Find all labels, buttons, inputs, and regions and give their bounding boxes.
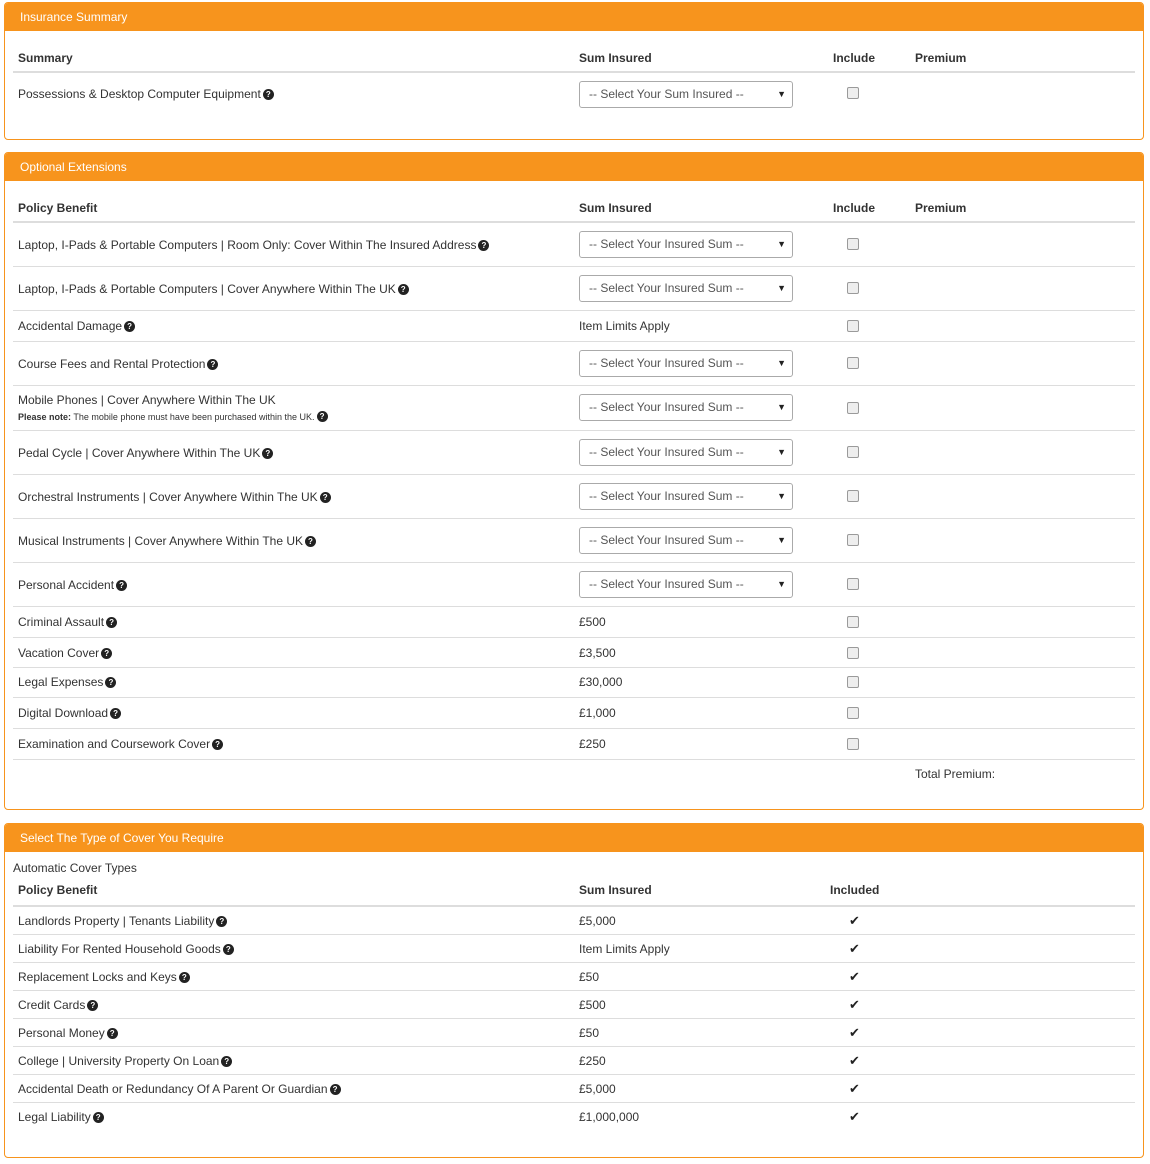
cover-types-subtitle: Automatic Cover Types: [13, 861, 137, 875]
total-premium-label: Total Premium:: [915, 767, 996, 781]
checkmark-icon: ✔: [849, 969, 860, 984]
caret-down-icon: ▼: [777, 491, 786, 501]
question-circle-icon[interactable]: ?: [101, 648, 112, 659]
sum-insured-value: £50: [579, 970, 600, 984]
header-summary: Summary: [18, 51, 73, 65]
include-checkbox[interactable]: [847, 534, 859, 546]
sum-insured-value: £250: [579, 737, 606, 751]
table-row: [13, 431, 1135, 475]
question-circle-icon[interactable]: ?: [110, 708, 121, 719]
question-circle-icon[interactable]: ?: [212, 739, 223, 750]
include-checkbox[interactable]: [847, 578, 859, 590]
insurance-summary-panel: [4, 2, 1144, 140]
include-checkbox[interactable]: [847, 402, 859, 414]
checkmark-icon: ✔: [849, 1025, 860, 1040]
insurance-summary-table: [13, 37, 1135, 117]
optional-extensions-title: Optional Extensions: [5, 153, 1143, 181]
include-checkbox[interactable]: [847, 707, 859, 719]
caret-down-icon: ▼: [777, 89, 786, 99]
checkmark-icon: ✔: [849, 1109, 860, 1124]
question-circle-icon[interactable]: ?: [263, 89, 274, 100]
row-label: College | University Property On Loan: [18, 1054, 220, 1068]
table-row: [13, 475, 1135, 519]
include-checkbox[interactable]: [847, 282, 859, 294]
row-label: Accidental Damage: [18, 319, 123, 333]
insured-sum-select[interactable]: [579, 439, 793, 466]
insured-sum-select[interactable]: [579, 483, 793, 510]
include-checkbox[interactable]: [847, 320, 859, 332]
row-label: Course Fees and Rental Protection: [18, 357, 206, 371]
sum-insured-value: Item Limits Apply: [579, 319, 670, 333]
question-circle-icon[interactable]: ?: [107, 1028, 118, 1039]
checkmark-icon: ✔: [849, 941, 860, 956]
header-include: Include: [833, 51, 876, 65]
question-circle-icon[interactable]: ?: [398, 284, 409, 295]
select-value: -- Select Your Insured Sum --: [589, 237, 744, 251]
table-row: [13, 935, 1135, 963]
sum-insured-value: £500: [579, 615, 606, 629]
question-circle-icon[interactable]: ?: [87, 1000, 98, 1011]
row-label: Accidental Death or Redundancy Of A Parent Or Guardian: [18, 1082, 328, 1096]
sum-insured-value: £500: [579, 998, 606, 1012]
row-label: Orchestral Instruments | Cover Anywhere Within The UK: [18, 490, 318, 504]
table-row: [13, 311, 1135, 342]
cover-types-table: [13, 876, 1135, 1131]
select-value: -- Select Your Sum Insured --: [589, 87, 744, 101]
select-value: -- Select Your Insured Sum --: [589, 533, 744, 547]
optional-extensions-table: [13, 187, 1135, 790]
header-premium: Premium: [915, 51, 967, 65]
sum-insured-value: £1,000: [579, 706, 616, 720]
table-row: [13, 1047, 1135, 1075]
question-circle-icon[interactable]: ?: [216, 916, 227, 927]
table-row: [13, 1103, 1135, 1131]
row-label: Digital Download: [18, 706, 109, 720]
caret-down-icon: ▼: [777, 239, 786, 249]
table-row: [13, 907, 1135, 935]
question-circle-icon[interactable]: ?: [320, 492, 331, 503]
caret-down-icon: ▼: [777, 402, 786, 412]
include-checkbox[interactable]: [847, 647, 859, 659]
row-label: Vacation Cover: [18, 646, 100, 660]
row-label: Musical Instruments | Cover Anywhere Within The UK: [18, 534, 303, 548]
include-checkbox[interactable]: [847, 238, 859, 250]
cover-types-title: Select The Type of Cover You Require: [5, 824, 1143, 852]
table-row: [13, 563, 1135, 607]
header-sum-insured: Sum Insured: [579, 883, 652, 897]
question-circle-icon[interactable]: ?: [106, 617, 117, 628]
sum-insured-value: £1,000,000: [579, 1110, 640, 1124]
row-label: Legal Expenses: [18, 675, 104, 689]
select-value: -- Select Your Insured Sum --: [589, 400, 744, 414]
header-policy-benefit: Policy Benefit: [18, 883, 98, 897]
table-header: [13, 187, 1135, 223]
question-circle-icon[interactable]: ?: [179, 972, 190, 983]
note-text: The mobile phone must have been purchased within the UK.: [73, 412, 315, 422]
table-row: [13, 73, 1135, 117]
checkmark-icon: ✔: [849, 913, 860, 928]
include-checkbox[interactable]: [847, 87, 859, 99]
include-checkbox[interactable]: [847, 446, 859, 458]
caret-down-icon: ▼: [777, 358, 786, 368]
table-row: [13, 991, 1135, 1019]
total-row: [13, 760, 1135, 790]
sum-insured-value: Item Limits Apply: [579, 942, 670, 956]
table-row: [13, 668, 1135, 698]
table-row: [13, 1075, 1135, 1103]
question-circle-icon[interactable]: ?: [330, 1084, 341, 1095]
table-row: [13, 963, 1135, 991]
include-checkbox[interactable]: [847, 357, 859, 369]
caret-down-icon: ▼: [777, 579, 786, 589]
note-emphasis: Please note:: [18, 412, 72, 422]
cover-types-panel: [4, 823, 1144, 1158]
question-circle-icon[interactable]: ?: [116, 580, 127, 591]
question-circle-icon[interactable]: ?: [221, 1056, 232, 1067]
sum-insured-value: £30,000: [579, 675, 623, 689]
header-sum-insured: Sum Insured: [579, 201, 652, 215]
row-label: Replacement Locks and Keys: [18, 970, 177, 984]
include-checkbox[interactable]: [847, 616, 859, 628]
table-row: [13, 267, 1135, 311]
select-value: -- Select Your Insured Sum --: [589, 489, 744, 503]
header-policy-benefit: Policy Benefit: [18, 201, 98, 215]
table-row: [13, 698, 1135, 729]
caret-down-icon: ▼: [777, 447, 786, 457]
table-header: [13, 37, 1135, 73]
header-sum-insured: Sum Insured: [579, 51, 652, 65]
question-circle-icon[interactable]: ?: [478, 240, 489, 251]
header-included: Included: [830, 883, 880, 897]
include-checkbox[interactable]: [847, 676, 859, 688]
sum-insured-value: £5,000: [579, 1082, 616, 1096]
checkmark-icon: ✔: [849, 997, 860, 1012]
table-row: [13, 223, 1135, 267]
row-label: Laptop, I-Pads & Portable Computers | Room Only: Cover Within The Insured Address: [18, 238, 477, 252]
select-value: -- Select Your Insured Sum --: [589, 281, 744, 295]
insured-sum-select[interactable]: [579, 350, 793, 377]
row-label: Landlords Property | Tenants Liability: [18, 914, 215, 928]
insured-sum-select[interactable]: [579, 527, 793, 554]
caret-down-icon: ▼: [777, 535, 786, 545]
header-include: Include: [833, 201, 876, 215]
table-row: [13, 638, 1135, 668]
table-row: [13, 607, 1135, 638]
select-value: -- Select Your Insured Sum --: [589, 577, 744, 591]
row-label: Criminal Assault: [18, 615, 105, 629]
question-circle-icon[interactable]: ?: [223, 944, 234, 955]
question-circle-icon[interactable]: ?: [93, 1112, 104, 1123]
row-label: Pedal Cycle | Cover Anywhere Within The UK: [18, 446, 261, 460]
question-circle-icon[interactable]: ?: [305, 536, 316, 547]
row-label: Possessions & Desktop Computer Equipment: [18, 87, 261, 101]
insured-sum-select[interactable]: [579, 275, 793, 302]
row-label: Credit Cards: [18, 998, 86, 1012]
row-label: Liability For Rented Household Goods: [18, 942, 221, 956]
optional-extensions-panel: [4, 152, 1144, 810]
sum-insured-value: £50: [579, 1026, 600, 1040]
question-circle-icon[interactable]: ?: [317, 411, 328, 422]
select-value: -- Select Your Insured Sum --: [589, 445, 744, 459]
checkmark-icon: ✔: [849, 1053, 860, 1068]
sum-insured-value: £250: [579, 1054, 606, 1068]
question-circle-icon[interactable]: ?: [124, 321, 135, 332]
insured-sum-select[interactable]: [579, 394, 793, 421]
question-circle-icon[interactable]: ?: [262, 448, 273, 459]
table-row: [13, 1019, 1135, 1047]
table-row: [13, 342, 1135, 386]
row-label: Personal Accident: [18, 578, 115, 592]
table-row: [13, 519, 1135, 563]
insured-sum-select[interactable]: [579, 571, 793, 598]
select-value: -- Select Your Insured Sum --: [589, 356, 744, 370]
sum-insured-select[interactable]: [579, 81, 793, 108]
question-circle-icon[interactable]: ?: [207, 359, 218, 370]
table-header: [13, 876, 1135, 907]
header-premium: Premium: [915, 201, 967, 215]
checkmark-icon: ✔: [849, 1081, 860, 1096]
include-checkbox[interactable]: [847, 738, 859, 750]
row-label: Legal Liability: [18, 1110, 91, 1124]
caret-down-icon: ▼: [777, 283, 786, 293]
row-label: Personal Money: [18, 1026, 105, 1040]
sum-insured-value: £3,500: [579, 646, 616, 660]
row-label: Examination and Coursework Cover: [18, 737, 211, 751]
insured-sum-select[interactable]: [579, 231, 793, 258]
row-label: Laptop, I-Pads & Portable Computers | Cover Anywhere Within The UK: [18, 282, 396, 296]
sum-insured-value: £5,000: [579, 914, 616, 928]
row-label: Mobile Phones | Cover Anywhere Within The UK: [18, 393, 276, 407]
question-circle-icon[interactable]: ?: [105, 677, 116, 688]
row-note: [18, 411, 328, 422]
include-checkbox[interactable]: [847, 490, 859, 502]
insurance-summary-title: Insurance Summary: [5, 3, 1143, 31]
table-row: [13, 729, 1135, 760]
table-row: [13, 386, 1135, 431]
